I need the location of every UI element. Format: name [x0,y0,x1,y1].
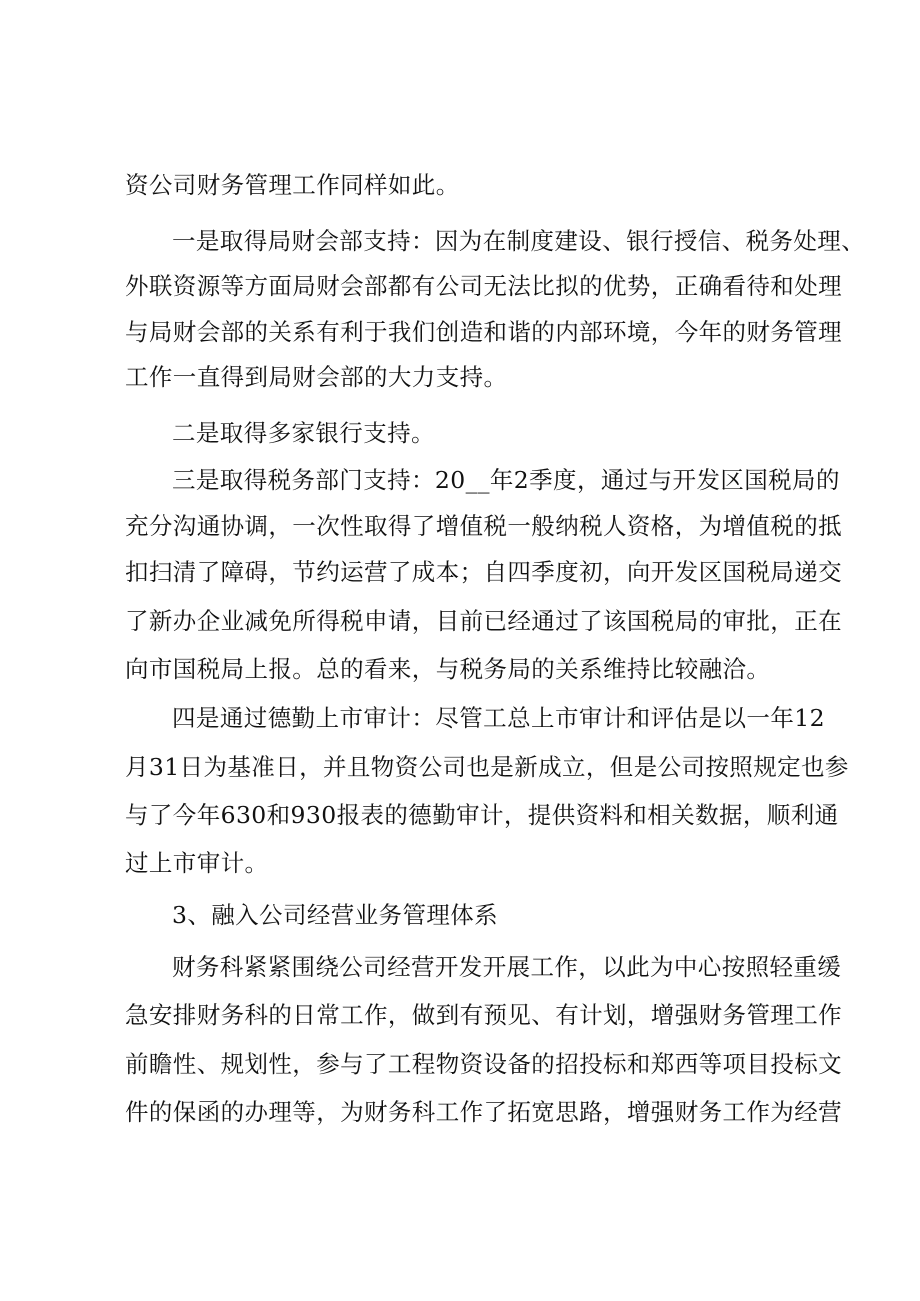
paragraph-line: 外联资源等方面局财会部都有公司无法比拟的优势，正确看待和处理 [125,272,842,300]
paragraph-line: 过上市审计。 [125,849,269,877]
paragraph-line: 四是通过德勤上市审计：尽管工总上市审计和评估是以一年12 [172,704,825,732]
paragraph-line: 件的保函的办理等，为财务科工作了拓宽思路，增强财务工作为经营 [125,1098,842,1126]
section-heading: 3、融入公司经营业务管理体系 [172,901,499,929]
paragraph-line: 资公司财务管理工作同样如此。 [125,171,460,199]
paragraph-line: 二是取得多家银行支持。 [172,419,435,447]
paragraph-line: 前瞻性、规划性，参与了工程物资设备的招投标和郑西等项目投标文 [125,1050,842,1078]
paragraph-line: 三是取得税务部门支持：20__年2季度，通过与开发区国税局的 [172,466,840,494]
paragraph-line: 急安排财务科的日常工作，做到有预见、有计划，增强财务管理工作 [125,1001,842,1029]
paragraph-line: 工作一直得到局财会部的大力支持。 [125,363,508,391]
paragraph-line: 与局财会部的关系有利于我们创造和谐的内部环境，今年的财务管理 [125,318,842,346]
paragraph-line: 月31日为基准日，并且物资公司也是新成立，但是公司按照规定也参 [125,753,849,781]
paragraph-line: 与了今年630和930报表的德勤审计，提供资料和相关数据，顺利通 [125,801,839,829]
paragraph-line: 充分沟通协调，一次性取得了增值税一般纳税人资格，为增值税的抵 [125,512,842,540]
paragraph-line: 向市国税局上报。总的看来，与税务局的关系维持比较融洽。 [125,655,771,683]
paragraph-line: 一是取得局财会部支持：因为在制度建设、银行授信、税务处理、 [172,227,866,255]
paragraph-line: 扣扫清了障碍，节约运营了成本；自四季度初，向开发区国税局递交 [125,558,842,586]
paragraph-line: 财务科紧紧围绕公司经营开发开展工作，以此为中心按照轻重缓 [172,953,842,981]
paragraph-line: 了新办企业减免所得税申请，目前已经通过了该国税局的审批，正在 [125,607,842,635]
